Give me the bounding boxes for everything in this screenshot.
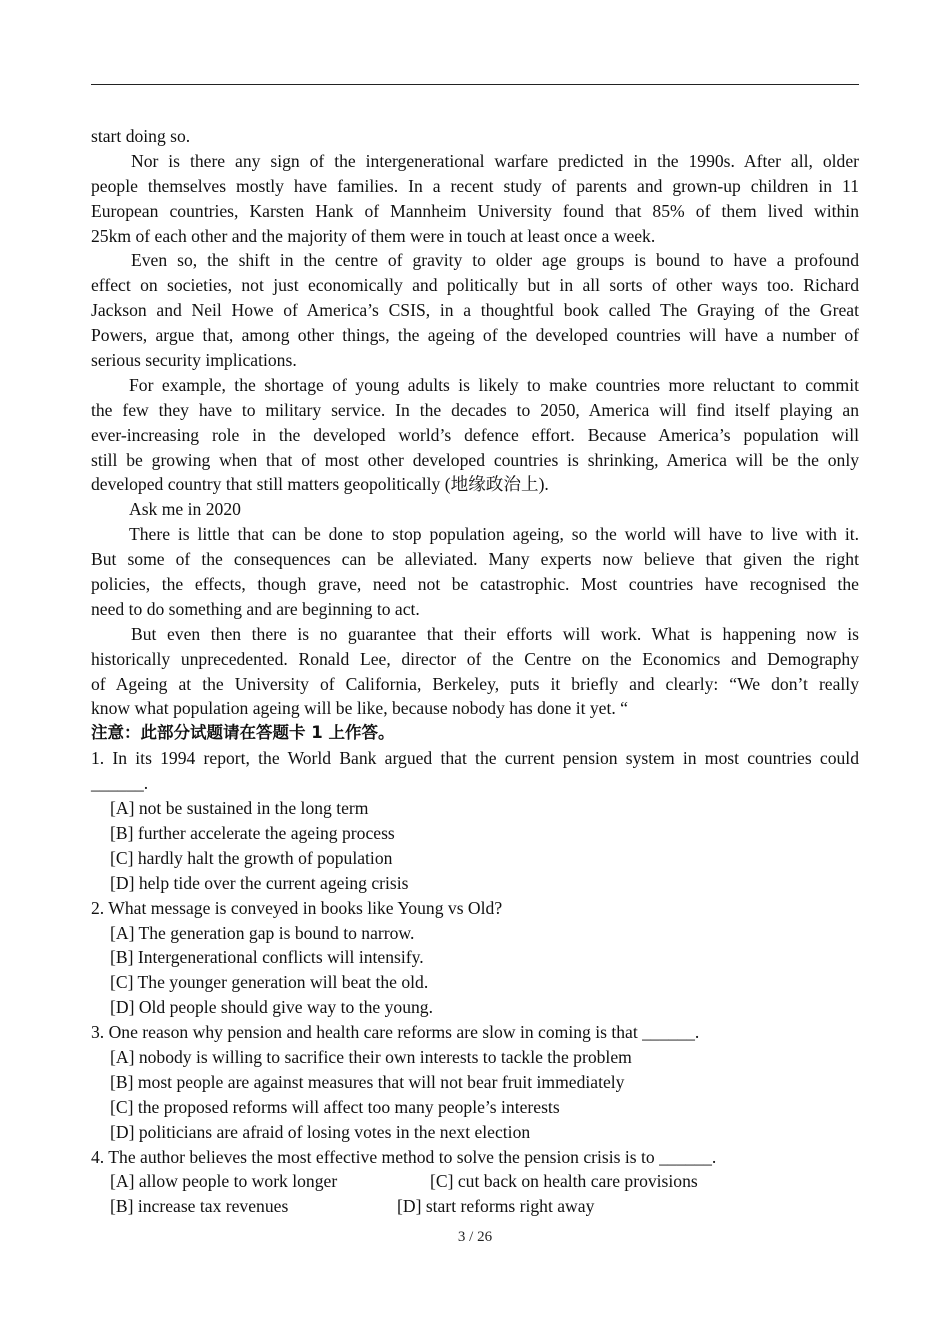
passage-line: people themselves mostly have families. In a recent study of parents and grown-up children in 11 xyxy=(91,175,859,196)
page-body xyxy=(91,124,859,1219)
question-stem-continued: ______. xyxy=(91,773,149,794)
passage-line: ever-increasing role in the developed world’s defence effort. Because America’s population will xyxy=(91,424,859,445)
passage-line: start doing so. xyxy=(91,126,191,146)
passage-line: developed country that still matters geopolitically (地缘政治上). xyxy=(91,474,549,495)
answer-option: [C] the proposed reforms will affect too many people’s interests xyxy=(110,1096,560,1117)
passage-line: serious security implications. xyxy=(91,350,297,371)
question-stem: 4. The author believes the most effective method to solve the pension crisis is to ______. xyxy=(91,1146,717,1167)
passage-line: need to do something and are beginning to act. xyxy=(91,598,420,619)
page-number: 3 / 26 xyxy=(457,1229,493,1245)
question-stem: 1. In its 1994 report, the World Bank argued that the current pension system in most countries could xyxy=(91,748,859,769)
passage-line: Jackson and Neil Howe of America’s CSIS, in a thoughtful book called The Graying of the Great xyxy=(91,300,859,321)
answer-option: [D] politicians are afraid of losing votes in the next election xyxy=(110,1121,531,1142)
answer-sheet-notice: 注意：此部分试题请在答题卡 1 上作答。 xyxy=(91,723,395,743)
answer-option: [B] further accelerate the ageing process xyxy=(110,822,395,843)
passage-line: For example, the shortage of young adults is likely to make countries more reluctant to commit xyxy=(129,374,859,395)
passage-line: historically unprecedented. Ronald Lee, director of the Centre on the Economics and Demography xyxy=(91,648,859,669)
answer-option: [D] Old people should give way to the young. xyxy=(110,997,433,1018)
answer-option: [C] The younger generation will beat the old. xyxy=(110,972,429,993)
passage-line: know what population ageing will be like, because nobody has done it yet. “ xyxy=(91,698,628,719)
passage-line: There is little that can be done to stop population ageing, so the world will have to live with it. xyxy=(129,524,859,545)
answer-option: [A] not be sustained in the long term xyxy=(110,798,369,819)
answer-option: [C] cut back on health care provisions xyxy=(430,1171,698,1192)
passage-line: But some of the consequences can be alleviated. Many experts now believe that given the right xyxy=(91,549,859,570)
passage-line: policies, the effects, though grave, need not be catastrophic. Most countries have recognised the xyxy=(91,574,859,595)
passage-line: European countries, Karsten Hank of Mannheim University found that 85% of them lived within xyxy=(91,200,859,221)
answer-option: [B] increase tax revenues xyxy=(110,1196,289,1217)
answer-option: [B] Intergenerational conflicts will intensify. xyxy=(110,947,424,968)
section-heading: Ask me in 2020 xyxy=(129,499,241,520)
question-stem: 2. What message is conveyed in books like Young vs Old? xyxy=(91,897,503,918)
answer-option-row xyxy=(91,1194,859,1219)
header-rule xyxy=(91,84,859,85)
answer-option: [A] allow people to work longer xyxy=(110,1171,338,1192)
answer-option-row xyxy=(91,1169,859,1194)
question-stem: 3. One reason why pension and health care reforms are slow in coming is that ______. xyxy=(91,1022,700,1043)
passage-line: still be growing when that of most other developed countries is shrinking, America will be the only xyxy=(91,449,859,470)
answer-option: [A] nobody is willing to sacrifice their own interests to tackle the problem xyxy=(110,1046,632,1067)
answer-option: [D] help tide over the current ageing crisis xyxy=(110,872,409,893)
answer-option: [C] hardly halt the growth of population xyxy=(110,847,393,868)
answer-option: [D] start reforms right away xyxy=(397,1196,595,1217)
passage-line: Powers, argue that, among other things, the ageing of the developed countries will have a number of xyxy=(91,325,859,346)
passage-line: of Ageing at the University of California, Berkeley, puts it briefly and clearly: “We don’t really xyxy=(91,673,859,694)
passage-line: the few they have to military service. In the decades to 2050, America will find itself playing an xyxy=(91,399,859,420)
passage-line: effect on societies, not just economically and politically but in all sorts of other ways too. Richard xyxy=(91,275,859,296)
passage-line: But even then there is no guarantee that their efforts will work. What is happening now is xyxy=(131,623,859,644)
answer-option: [A] The generation gap is bound to narrow. xyxy=(110,922,415,943)
passage-line: 25km of each other and the majority of them were in touch at least once a week. xyxy=(91,225,656,246)
answer-option: [B] most people are against measures that will not bear fruit immediately xyxy=(110,1071,625,1092)
passage-line: Even so, the shift in the centre of gravity to older age groups is bound to have a profound xyxy=(131,250,859,271)
passage-line: Nor is there any sign of the intergenerational warfare predicted in the 1990s. After all, older xyxy=(131,150,859,171)
